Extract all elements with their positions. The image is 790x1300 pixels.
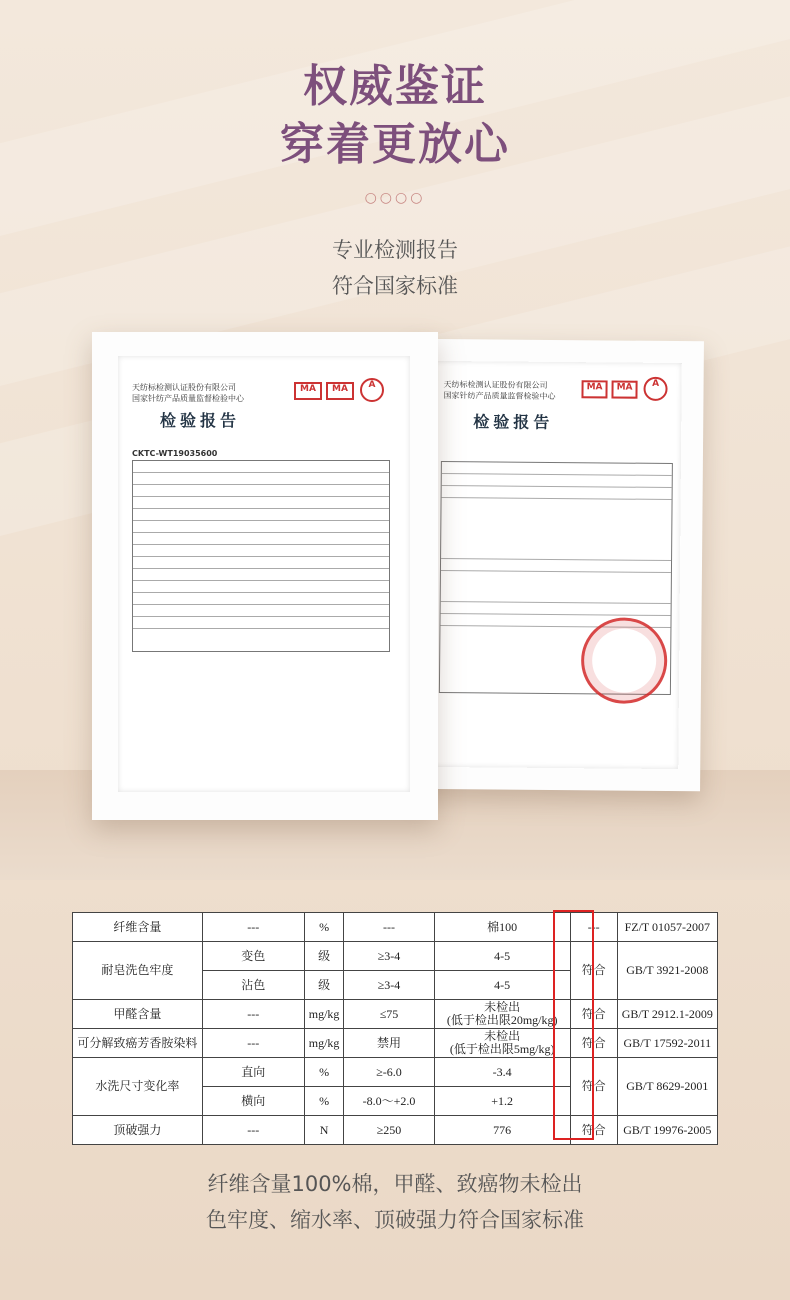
report-title: 检验报告 bbox=[160, 411, 241, 430]
decorative-dots: ○○○○ bbox=[364, 190, 426, 206]
table-cell-method: GB/T 8629-2001 bbox=[617, 1058, 717, 1116]
table-cell-sub: 沾色 bbox=[202, 971, 304, 1000]
table-cell-result: 4-5 bbox=[434, 971, 570, 1000]
table-cell-standard: ≤75 bbox=[344, 1000, 434, 1029]
table-cell-unit: 级 bbox=[304, 971, 344, 1000]
table-cell-item: 甲醛含量 bbox=[73, 1000, 203, 1029]
report-org-line1: 天纺标检测认证股份有限公司 bbox=[132, 383, 236, 392]
table-row bbox=[73, 1116, 718, 1145]
cal-logo: A bbox=[643, 377, 667, 401]
table-cell-result: -3.4 bbox=[434, 1058, 570, 1087]
table-cell-judge: --- bbox=[570, 913, 617, 942]
cma-logo: MA bbox=[294, 382, 322, 400]
table-cell-result: 未检出 (低于检出限5mg/kg) bbox=[434, 1029, 570, 1058]
report-frame-right bbox=[408, 339, 704, 792]
table-row bbox=[73, 942, 718, 971]
table-cell-standard: ≥3-4 bbox=[344, 971, 434, 1000]
title-line-1: 权威鉴证 bbox=[303, 61, 487, 112]
table-cell-unit: % bbox=[304, 1087, 344, 1116]
table-cell-standard: --- bbox=[344, 913, 434, 942]
report-org-line2: 国家针纺产品质量监督检验中心 bbox=[132, 394, 244, 403]
table-cell-item: 耐皂洗色牢度 bbox=[73, 942, 203, 1000]
summary-line-1: 纤维含量100%棉，甲醛、致癌物未检出 bbox=[207, 1172, 583, 1196]
official-seal bbox=[581, 617, 668, 704]
table-cell-sub: --- bbox=[202, 1029, 304, 1058]
table-cell-method: GB/T 17592-2011 bbox=[617, 1029, 717, 1058]
table-row bbox=[73, 913, 718, 942]
table-row bbox=[73, 1000, 718, 1029]
cal-logo: A bbox=[360, 378, 384, 402]
table-cell-judge: 符合 bbox=[570, 1029, 617, 1058]
table-cell-item: 水洗尺寸变化率 bbox=[73, 1058, 203, 1116]
report-code: CKTC-WT19035600 bbox=[132, 449, 218, 458]
table-cell-unit: % bbox=[304, 913, 344, 942]
cma-logo: MA bbox=[611, 380, 637, 398]
test-results-table bbox=[72, 912, 718, 1145]
table-cell-judge: 符合 bbox=[570, 1116, 617, 1145]
table-cell-result: +1.2 bbox=[434, 1087, 570, 1116]
table-cell-item: 顶破强力 bbox=[73, 1116, 203, 1145]
table-cell-item: 可分解致癌芳香胺染料 bbox=[73, 1029, 203, 1058]
report-paper-right bbox=[430, 361, 682, 769]
table-cell-sub: 变色 bbox=[202, 942, 304, 971]
table-cell-sub: --- bbox=[202, 913, 304, 942]
table-cell-unit: 级 bbox=[304, 942, 344, 971]
table-cell-result: 4-5 bbox=[434, 942, 570, 971]
cma-logo: MA bbox=[581, 380, 607, 398]
table-cell-unit: mg/kg bbox=[304, 1029, 344, 1058]
table-cell-unit: N bbox=[304, 1116, 344, 1145]
judgement-highlight bbox=[553, 910, 594, 1140]
title-line-2: 穿着更放心 bbox=[280, 119, 510, 170]
table-cell-result: 未检出 (低于检出限20mg/kg) bbox=[434, 1000, 570, 1029]
table-cell-standard: ≥250 bbox=[344, 1116, 434, 1145]
table-cell-judge: 符合 bbox=[570, 942, 617, 1000]
subtitle-line-1: 专业检测报告 bbox=[332, 238, 458, 262]
table-cell-method: GB/T 19976-2005 bbox=[617, 1116, 717, 1145]
cma-logo: MA bbox=[326, 382, 354, 400]
subtitle-line-2: 符合国家标准 bbox=[332, 274, 458, 298]
table-row bbox=[73, 1058, 718, 1087]
table-cell-result: 776 bbox=[434, 1116, 570, 1145]
table-row bbox=[73, 1029, 718, 1058]
report-paper-left bbox=[118, 356, 410, 792]
table-cell-sub: --- bbox=[202, 1000, 304, 1029]
table-cell-method: GB/T 2912.1-2009 bbox=[617, 1000, 717, 1029]
test-results-body bbox=[73, 913, 718, 1145]
report-frame-left bbox=[92, 332, 438, 820]
table-cell-sub: 横向 bbox=[202, 1087, 304, 1116]
report-table-mini bbox=[132, 460, 390, 652]
table-cell-standard: ≥3-4 bbox=[344, 942, 434, 971]
table-cell-unit: % bbox=[304, 1058, 344, 1087]
report-title: 检验报告 bbox=[473, 412, 554, 432]
summary-line-2: 色牢度、缩水率、顶破强力符合国家标准 bbox=[206, 1208, 584, 1232]
table-cell-sub: 直向 bbox=[202, 1058, 304, 1087]
table-cell-item: 纤维含量 bbox=[73, 913, 203, 942]
table-cell-result: 棉100 bbox=[434, 913, 570, 942]
report-org-line1: 天纺标检测认证股份有限公司 bbox=[443, 380, 548, 390]
table-cell-method: FZ/T 01057-2007 bbox=[617, 913, 717, 942]
table-cell-sub: --- bbox=[202, 1116, 304, 1145]
table-cell-standard: ≥-6.0 bbox=[344, 1058, 434, 1087]
table-cell-unit: mg/kg bbox=[304, 1000, 344, 1029]
table-cell-standard: -8.0～+2.0 bbox=[344, 1087, 434, 1116]
table-cell-judge: 符合 bbox=[570, 1000, 617, 1029]
table-cell-method: GB/T 3921-2008 bbox=[617, 942, 717, 1000]
table-cell-standard: 禁用 bbox=[344, 1029, 434, 1058]
report-org-line2: 国家针纺产品质量监督检验中心 bbox=[443, 391, 556, 401]
table-cell-judge: 符合 bbox=[570, 1058, 617, 1116]
